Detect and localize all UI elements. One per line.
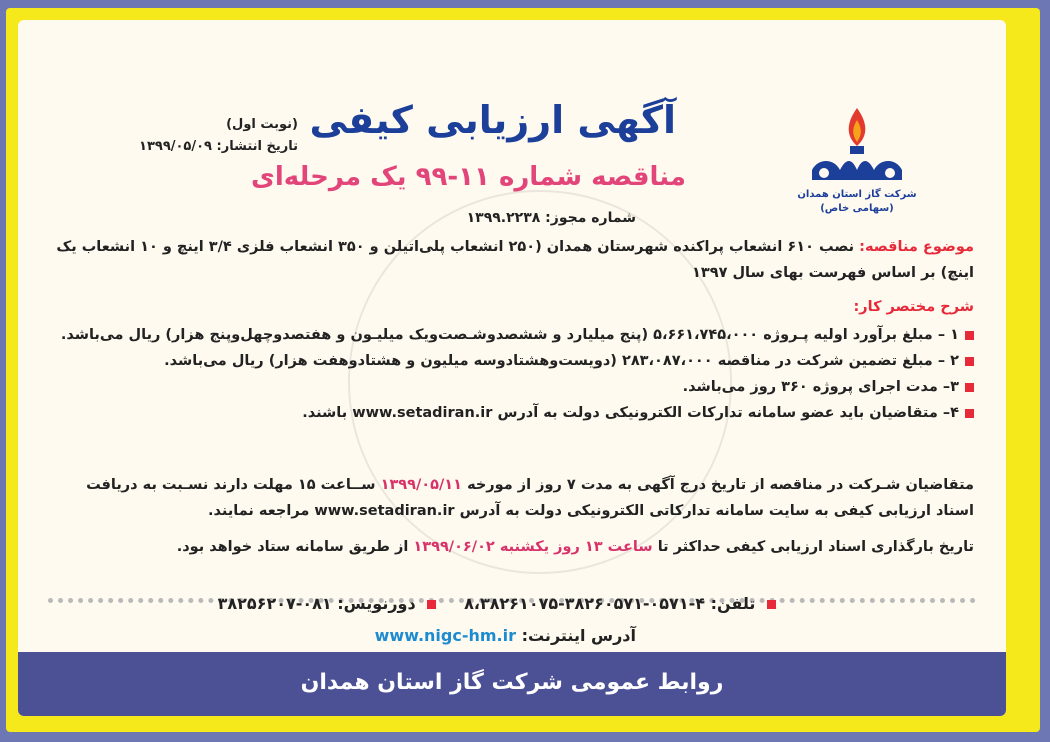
summary-item: ۳– مدت اجرای پروژه ۳۶۰ روز می‌باشد. bbox=[50, 374, 974, 400]
bullet-square-icon bbox=[965, 357, 974, 366]
bullet-square-icon bbox=[965, 383, 974, 392]
tender-number: مناقصه شماره ۱۱-۹۹ یک مرحله‌ای bbox=[251, 162, 686, 192]
publish-date: تاریخ انتشار: ۱۳۹۹/۰۵/۰۹ bbox=[139, 139, 298, 154]
logo-company-type: (سهامی خاص) bbox=[820, 203, 894, 214]
round-label: (نوبت اول) bbox=[226, 117, 298, 132]
footer-text: روابط عمومی شرکت گاز استان همدان bbox=[300, 670, 724, 695]
deadline-paragraph: متقاضیان شـرکت در مناقصه از تاریخ درج آگهی به مدت ۷ روز از مورخه ۱۳۹۹/۰۵/۱۱ ســاعت ۱۵ مهلت دارند نسـبت به دریافت اسناد ارزیابی کیفی به سایت سامانه تدارکاتی الکترونیکی دولت به آدرس www.setadiran.ir مراجعه نمایند. bbox=[86, 477, 974, 519]
summary-item: ۲ – مبلغ تضمین شرکت در مناقصه ۲۸۳،۰۸۷،۰۰۰ (دویست‌وهشتادوسه میلیون و هشتادوهفت هزار) ریال می‌باشد. bbox=[50, 348, 974, 374]
fax-number: ۰۸۱-۳۸۲۵۶۲۰۷ bbox=[217, 594, 332, 613]
subject-paragraph bbox=[50, 234, 974, 286]
upload-paragraph: تاریخ بارگذاری اسناد ارزیابی کیفی حداکثر تا ساعت ۱۳ روز یکشنبه ۱۳۹۹/۰۶/۰۲ از طریق سامانه ستاد خواهد بود. bbox=[176, 539, 974, 555]
permit-number: شماره مجوز: ۱۳۹۹.۲۲۳۸ bbox=[466, 210, 636, 226]
bullet-square-icon bbox=[767, 600, 776, 609]
website-line bbox=[375, 626, 636, 645]
website-label: آدرس اینترنت: bbox=[521, 626, 636, 645]
announcement-card bbox=[18, 20, 1006, 716]
fax-label: دورنویس: bbox=[337, 594, 416, 613]
website-link[interactable]: www.nigc-hm.ir bbox=[374, 626, 517, 645]
summary-item: ۴– متقاضیان باید عضو سامانه تدارکات الکترونیکی دولت به آدرس www.setadiran.ir باشند. bbox=[50, 400, 974, 426]
bullet-square-icon bbox=[965, 331, 974, 340]
deadline-date: ۱۳۹۹/۰۵/۱۱ bbox=[380, 477, 462, 493]
phone-label: تلفن: bbox=[710, 594, 756, 613]
logo-company-name: شرکت گاز استان همدان bbox=[797, 189, 917, 200]
bullet-square-icon bbox=[965, 409, 974, 418]
subject-text: نصب ۶۱۰ انشعاب پراکنده شهرستان همدان (۲۵۰ انشعاب پلی‌اتیلن و ۳۵۰ انشعاب فلزی ۳/۴ اینچ و ۱۰ انشعاب یک اینچ) بر اساس فهرست بهای سال ۱۳۹۷ bbox=[56, 239, 974, 281]
upload-deadline: ساعت ۱۳ روز یکشنبه ۱۳۹۹/۰۶/۰۲ bbox=[413, 539, 653, 555]
publish-info bbox=[108, 114, 298, 158]
page-title: آگهی ارزیابی کیفی bbox=[309, 98, 676, 142]
summary-item: ۱ – مبلغ برآورد اولیه پـروژه ۵،۶۶۱،۷۴۵،۰۰۰ (پنج میلیارد و ششصدوشـصت‌ویک میلیـون و هفتصدوچهل‌وپنج هزار) ریال می‌باشد. bbox=[50, 322, 974, 348]
bullet-square-icon bbox=[427, 600, 436, 609]
summary-label: شرح مختصر کار: bbox=[853, 299, 974, 315]
subject-label: موضوع مناقصه: bbox=[859, 239, 974, 255]
summary-list bbox=[50, 322, 974, 426]
phone-number: ۴-۰۵۷۱-۳۸۲۶۰۵۷۱-۸،۳۸۲۶۱۰۷۵ bbox=[464, 594, 705, 613]
footer-bar bbox=[18, 652, 1006, 716]
contact-line bbox=[218, 594, 776, 613]
logo-caption bbox=[794, 188, 920, 216]
